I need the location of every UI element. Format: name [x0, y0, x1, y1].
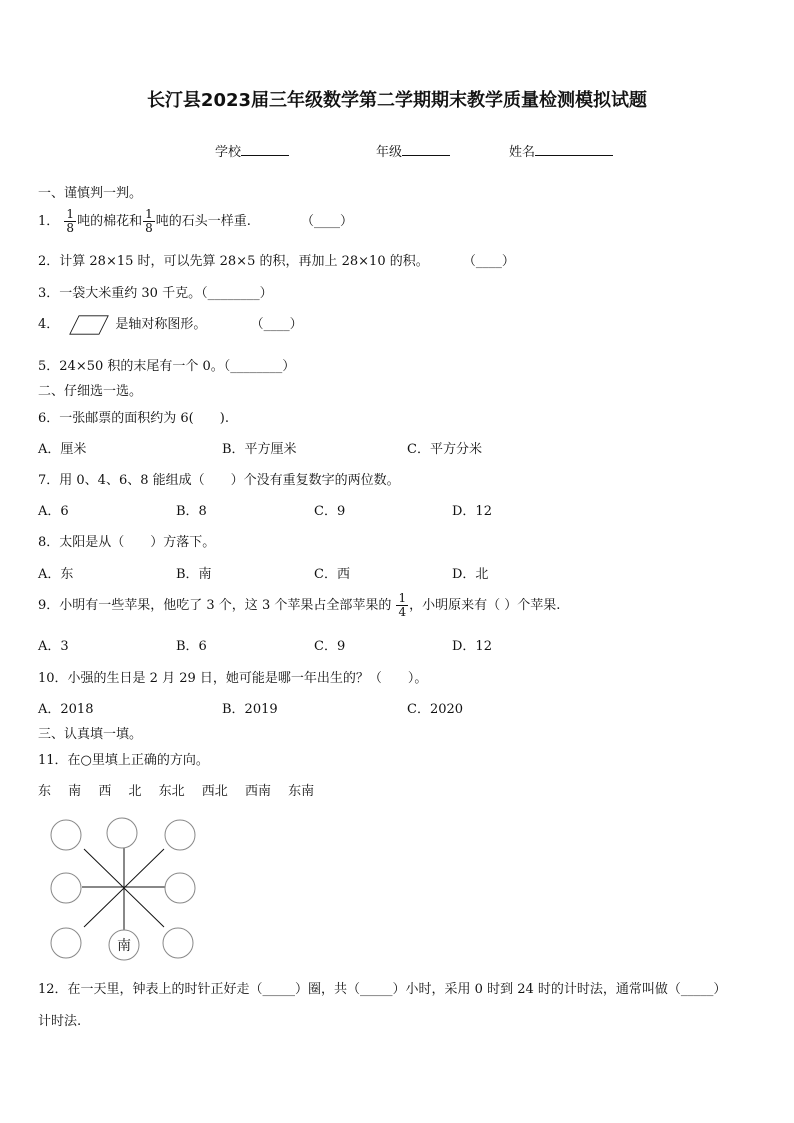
q8-option-a[interactable]: A．东	[38, 567, 74, 582]
direction-circle-southeast[interactable]	[163, 928, 193, 958]
direction-circle-southwest[interactable]	[51, 928, 81, 958]
page-title: 长汀县2023届三年级数学第二学期期末教学质量检测模拟试题	[146, 90, 648, 111]
question-2	[38, 250, 515, 269]
direction-diagram	[44, 815, 204, 965]
question-10: 10．小强的生日是 2 月 29 日，她可能是哪一年出生的？（ ）。	[38, 671, 428, 686]
q1-answer-blank[interactable]: （____）	[301, 214, 354, 229]
question-4	[38, 313, 303, 335]
parallelogram-figure	[67, 315, 111, 335]
school-label: 学校	[215, 145, 242, 160]
q2-text: 2．计算 28×15 时，可以先算 28×5 的积，再加上 28×10 的积。	[38, 254, 429, 269]
question-9	[38, 590, 560, 622]
question-11: 11．在○里填上正确的方向。	[38, 753, 209, 768]
grade-blank[interactable]	[402, 143, 450, 156]
grade-label: 年级	[376, 145, 403, 160]
q7-option-d[interactable]: D．12	[452, 504, 492, 519]
q7-option-b[interactable]: B．8	[176, 504, 207, 519]
direction-word: 西北	[201, 784, 228, 799]
question-5[interactable]: 5．24×50 积的末尾有一个 0。（________）	[38, 359, 296, 374]
q8-option-c[interactable]: C．西	[314, 567, 350, 582]
q9-fraction: $\frac{1}{4}$	[398, 591, 407, 619]
question-12-line-1[interactable]: 12．在一天里，钟表上的时针正好走（_____）圈，共（_____）小时，采用 0 时到 24 时的计时法，通常叫做（_____）	[38, 982, 727, 997]
school-blank[interactable]	[241, 143, 289, 156]
question-7: 7．用 0、4、6、8 能组成（ ）个没有重复数字的两位数。	[38, 473, 400, 488]
question-6: 6．一张邮票的面积约为 6( ).	[38, 411, 229, 426]
q10-option-c[interactable]: C．2020	[407, 702, 464, 717]
q9-text-post: ，小明原来有（ ）个苹果.	[409, 598, 561, 613]
direction-word: 东南	[288, 784, 315, 799]
q8-option-b[interactable]: B．南	[176, 567, 212, 582]
direction-word: 南	[68, 784, 82, 799]
direction-word: 东北	[158, 784, 185, 799]
direction-word: 西	[98, 784, 112, 799]
direction-circle-northwest[interactable]	[51, 820, 81, 850]
q1-number: 1．	[38, 214, 60, 229]
q2-answer-blank[interactable]: （____）	[462, 254, 515, 269]
q9-option-a[interactable]: A．3	[38, 639, 69, 654]
name-label: 姓名	[509, 145, 536, 160]
grade-field[interactable]	[376, 141, 450, 160]
q6-option-a[interactable]: A．厘米	[38, 442, 87, 457]
direction-lines	[82, 837, 166, 933]
section-3-heading: 三、认真填一填。	[38, 727, 143, 742]
q6-option-c[interactable]: C．平方分米	[407, 442, 482, 457]
q9-option-b[interactable]: B．6	[176, 639, 207, 654]
q4-number: 4．	[38, 317, 60, 332]
q10-option-b[interactable]: B．2019	[222, 702, 278, 717]
q1-fraction-2: $\frac{1}{8}$	[145, 207, 153, 235]
q8-option-d[interactable]: D．北	[452, 567, 489, 582]
direction-word: 西南	[244, 784, 271, 799]
name-blank[interactable]	[535, 143, 613, 156]
q7-option-c[interactable]: C．9	[314, 504, 346, 519]
direction-circle-west[interactable]	[51, 873, 81, 903]
direction-circle-east[interactable]	[165, 873, 195, 903]
section-1-heading: 一、谨慎判一判。	[38, 186, 143, 201]
q9-text-pre: 9．小明有一些苹果，他吃了 3 个，这 3 个苹果占全部苹果的	[38, 598, 392, 613]
direction-circle-northeast[interactable]	[165, 820, 195, 850]
question-8: 8．太阳是从（ ）方落下。	[38, 535, 216, 550]
school-field[interactable]	[215, 141, 289, 160]
q10-option-a[interactable]: A．2018	[38, 702, 94, 717]
question-1	[38, 204, 353, 240]
q1-fraction-1: $\frac{1}{8}$	[66, 207, 75, 235]
question-12-line-2: 计时法.	[38, 1014, 82, 1029]
q1-text-tail: 吨的石头一样重.	[155, 214, 251, 229]
question-3[interactable]: 3．一袋大米重约 30 千克。（________）	[38, 286, 273, 301]
south-label: 南	[117, 938, 131, 954]
q9-option-d[interactable]: D．12	[452, 639, 492, 654]
q9-option-c[interactable]: C．9	[314, 639, 346, 654]
q4-text: 是轴对称图形。	[115, 317, 207, 332]
q11-direction-words	[38, 780, 314, 799]
name-field[interactable]	[509, 141, 613, 160]
q6-option-b[interactable]: B．平方厘米	[222, 442, 297, 457]
section-2-heading: 二、仔细选一选。	[38, 384, 143, 399]
direction-circle-north[interactable]	[107, 818, 137, 848]
direction-word: 北	[128, 784, 142, 799]
q4-answer-blank[interactable]: （____）	[250, 317, 303, 332]
direction-word: 东	[38, 784, 52, 799]
q7-option-a[interactable]: A．6	[38, 504, 69, 519]
q1-text-mid: 吨的棉花和	[77, 214, 143, 229]
